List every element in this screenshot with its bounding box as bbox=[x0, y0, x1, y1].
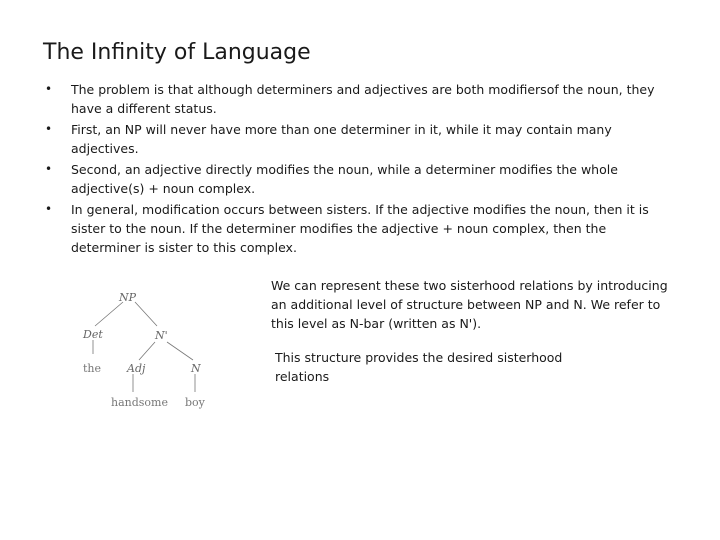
node-adj: Adj bbox=[127, 362, 146, 375]
word-handsome: handsome bbox=[111, 396, 168, 409]
branch-nbar-adj bbox=[139, 342, 155, 360]
slide-title: The Infinity of Language bbox=[43, 40, 311, 65]
syntax-tree-diagram bbox=[75, 284, 245, 414]
branch-np-det bbox=[95, 302, 123, 326]
bullet-point-icon: • bbox=[45, 162, 53, 176]
bullet-text: In general, modification occurs between sisters. If the adjective modifies the noun, then it is sister to the noun. If the determiner modifies the adjective + noun complex, then the determiner is sister to this complex. bbox=[71, 202, 649, 255]
bullet-point-icon: • bbox=[45, 82, 53, 96]
bullet-item bbox=[45, 80, 675, 118]
bullet-text: The problem is that although determiners and adjectives are both modifiersof the noun, they have a different status. bbox=[71, 82, 655, 116]
bullet-point-icon: • bbox=[45, 122, 53, 136]
node-det: Det bbox=[83, 328, 103, 341]
side-text-structure: This structure provides the desired sisterhood relations bbox=[275, 350, 563, 384]
bullet-list bbox=[45, 80, 675, 259]
bullet-item bbox=[45, 120, 675, 158]
bullet-point-icon: • bbox=[45, 202, 53, 216]
bullet-item bbox=[45, 200, 675, 257]
word-the: the bbox=[83, 362, 102, 375]
bullet-text: Second, an adjective directly modifies the noun, while a determiner modifies the whole adjective(s) + noun complex. bbox=[71, 162, 618, 196]
bullet-item bbox=[45, 160, 675, 198]
branch-np-nbar bbox=[135, 302, 157, 326]
node-n: N bbox=[191, 362, 201, 375]
word-boy: boy bbox=[185, 396, 205, 409]
side-text-sisterhood: We can represent these two sisterhood relations by introducing an additional level of structure between NP and N. We refer to this level as N-bar (written as N'). bbox=[271, 278, 668, 331]
node-nbar: N' bbox=[155, 329, 168, 342]
bullet-text: First, an NP will never have more than one determiner in it, while it may contain many adjectives. bbox=[71, 122, 612, 156]
branch-nbar-n bbox=[167, 342, 193, 360]
node-np: NP bbox=[119, 291, 137, 304]
